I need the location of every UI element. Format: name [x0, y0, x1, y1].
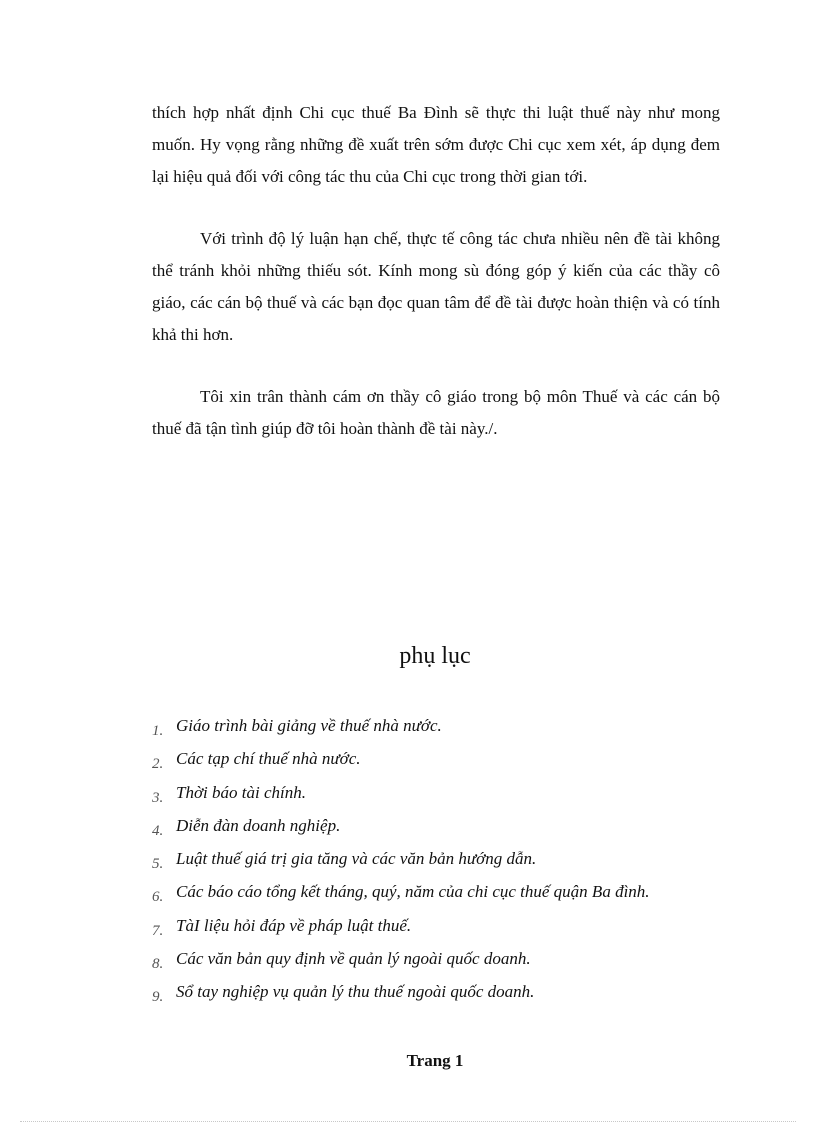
page-bottom-divider — [20, 1121, 796, 1122]
list-item-text: Thời báo tài chính. — [176, 782, 306, 802]
paragraph-acknowledgement: Tôi xin trân thành cám ơn thầy cô giáo trong bộ môn Thuế và các cán bộ thuế đã tận tình giúp đỡ tôi hoàn thành đề tài này./. — [152, 387, 720, 438]
list-item — [152, 783, 772, 816]
list-item — [152, 949, 772, 982]
list-item — [152, 849, 772, 882]
page-number: Trang 1 — [406, 1051, 464, 1070]
list-item-text: Diễn đàn doanh nghiệp. — [176, 815, 341, 835]
list-item-text: Sổ tay nghiệp vụ quản lý thu thuế ngoài quốc doanh. — [176, 982, 535, 1002]
list-item-number: 8. — [152, 956, 164, 973]
list-item-number: 5. — [152, 856, 164, 873]
list-item — [152, 916, 772, 949]
list-item — [152, 882, 772, 915]
list-item-text: Luật thuế giá trị gia tăng và các văn bản hướng dẫn. — [176, 849, 537, 869]
paragraph-conclusion-1: thích hợp nhất định Chi cục thuế Ba Đình sẽ thực thi luật thuế này như mong muốn. Hy vọng rằng những đề xuất trên sớm được Chi cục xem xét, áp dụng đem lại hiệu quả đối với công tác thu của Chi cục trong thời gian tới. — [152, 103, 720, 186]
list-item-number: 7. — [152, 922, 164, 939]
list-item-text: Giáo trình bài giảng về thuế nhà nước. — [176, 716, 442, 735]
list-item-text: TàI liệu hỏi đáp về pháp luật thuế. — [176, 915, 412, 935]
list-item-number: 9. — [152, 989, 164, 1006]
list-item — [152, 749, 772, 782]
list-item — [152, 716, 772, 749]
list-item — [152, 982, 772, 1015]
paragraph-conclusion-2: Với trình độ lý luận hạn chế, thực tế công tác chưa nhiều nên đề tài không thể tránh khỏi những thiếu sót. Kính mong sù đóng góp ý kiến của các thầy cô giáo, các cán bộ thuế và các bạn đọc quan tâm để đề tài được hoàn thiện và có tính khả thi hơn. — [152, 229, 720, 344]
appendix-reference-list — [152, 716, 772, 1016]
list-item-number: 1. — [152, 723, 164, 739]
list-item — [152, 816, 772, 849]
appendix-title: phụ lục — [399, 643, 471, 669]
list-item-text: Các báo cáo tổng kết tháng, quý, năm của chi cục thuế quận Ba đình. — [176, 882, 650, 902]
list-item-text: Các tạp chí thuế nhà nước. — [176, 749, 361, 769]
list-item-number: 6. — [152, 889, 164, 906]
list-item-number: 2. — [152, 756, 164, 773]
list-item-number: 3. — [152, 789, 164, 806]
list-item-text: Các văn bản quy định về quản lý ngoài quốc doanh. — [176, 949, 531, 969]
list-item-number: 4. — [152, 822, 164, 839]
